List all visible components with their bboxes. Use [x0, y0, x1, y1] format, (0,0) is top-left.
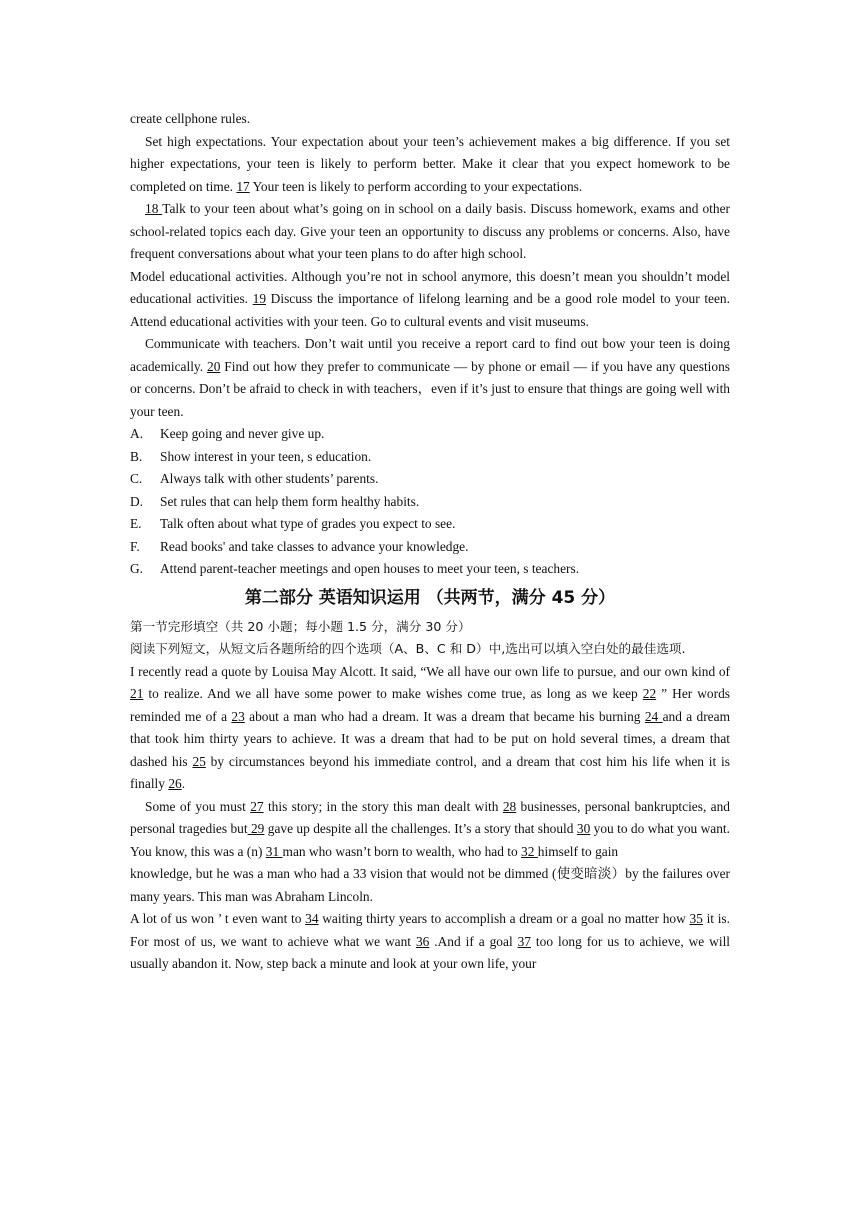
paragraph-communicate: Communicate with teachers. Don’t wait until you receive a report card to find out bow your teen is doing academically. 20 Find out how they prefer to communicate — by phone or email — if you have any questions or concerns. Don’t be afraid to check in with teachers，even if it’s just to ensure that things are going well with your teen.: [130, 336, 730, 419]
blank-26: 26: [168, 776, 182, 791]
cloze-instructions: 阅读下列短文，从短文后各题所给的四个选项（A、B、C 和 D）中,选出可以填入空白处的最佳选项.: [130, 641, 686, 656]
blank-29: 29: [247, 821, 265, 836]
option-c: C. Always talk with other students’ parents.: [130, 471, 379, 486]
cloze-paragraph-4: A lot of us won ’ t even want to 34 waiting thirty years to accomplish a dream or a goal no matter how 35 it is. For most of us, we want to achieve what we want 36 .And if a goal 37 too long for us to achieve, we will usually abandon it. Now, step back a minute and look at your own life, your: [130, 911, 731, 971]
blank-25: 25: [192, 753, 206, 769]
paragraph-cellphone-rules: create cellphone rules.: [130, 111, 251, 126]
blank-23: 23: [231, 708, 245, 724]
section-heading: 第二部分 英语知识运用 （共两节，满分 45 分）: [244, 587, 616, 608]
blank-17: 17: [236, 178, 250, 194]
blank-20: 20: [207, 358, 221, 374]
option-d: D. Set rules that can help them form healthy habits.: [130, 493, 420, 509]
document-page: [130, 108, 730, 976]
blank-34: 34: [305, 911, 319, 926]
cloze-paragraph-2: Some of you must 27 this story; in the story this man dealt with 28 businesses, personal bankruptcies, and personal tragedies but 29 gave up despite all the challenges. It’s a story that should 30 you to do what you want. You know, this was a (n) 31 man who wasn’t born to wealth, who had to 32 himself to gain: [130, 798, 730, 859]
blank-28: 28: [502, 798, 517, 814]
blank-21: 21: [130, 686, 144, 701]
blank-31: 31: [265, 843, 283, 859]
paragraph-model: Model educational activities. Although you’re not in school anymore, this doesn’t mean you shouldn’t model educational activities. 19 Discuss the importance of lifelong learning and be a good role model to your teen. Attend educational activities with your teen. Go to cultural events and visit museums.: [130, 268, 730, 329]
blank-35: 35: [689, 911, 703, 926]
blank-30: 30: [576, 821, 591, 836]
blank-19: 19: [252, 291, 267, 306]
option-b: B. Show interest in your teen, s education.: [130, 448, 372, 464]
option-a: A. Keep going and never give up.: [130, 426, 325, 441]
option-g: G. Attend parent-teacher meetings and open houses to meet your teen, s teachers.: [130, 561, 580, 576]
option-f: F. Read books' and take classes to advance your knowledge.: [130, 538, 469, 554]
blank-22: 22: [642, 686, 657, 701]
cloze-paragraph-3: knowledge, but he was a man who had a 33 vision that would not be dimmed (使变暗淡）by the failures over many years. This man was Abraham Lincoln.: [130, 866, 730, 904]
blank-18: 18: [145, 201, 163, 216]
blank-32: 32: [521, 843, 538, 859]
section-1-title: 第一节完形填空（共 20 小题；每小题 1.5 分，满分 30 分）: [130, 618, 471, 634]
option-e: E. Talk often about what type of grades you expect to see.: [130, 516, 456, 531]
blank-24: 24: [644, 708, 663, 724]
cloze-paragraph-1: I recently read a quote by Louisa May Alcott. It said, “We all have our own life to pursue, and our own kind of 21 to realize. And we all have some power to make wishes come true, as long as we keep 22 ” Her words reminded me of a 23 about a man who had a dream. It was a dream that became his burning 24 and a dream that took him thirty years to achieve. It was a dream that had to be put on hold several times, a dream that dashed his 25 by circumstances beyond his immediate control, and a dream that cost him his life when it is finally 26.: [130, 663, 730, 791]
blank-36: 36: [415, 933, 430, 949]
options-list: [130, 423, 730, 581]
paragraph-expectations: Set high expectations. Your expectation about your teen’s achievement makes a big difference. If you set higher expectations, your teen is likely to perform better. Make it clear that you expect homework to be completed on time. 17 Your teen is likely to perform according to your expectations.: [130, 133, 730, 194]
blank-27: 27: [250, 798, 264, 814]
paragraph-talk: 18 Talk to your teen about what’s going on in school on a daily basis. Discuss homework, exams and other school-related topics each day. Give your teen an opportunity to discuss any problems or concerns. Also, have frequent conversations about what your teen plans to do after high school.: [130, 201, 730, 261]
blank-37: 37: [517, 933, 531, 949]
